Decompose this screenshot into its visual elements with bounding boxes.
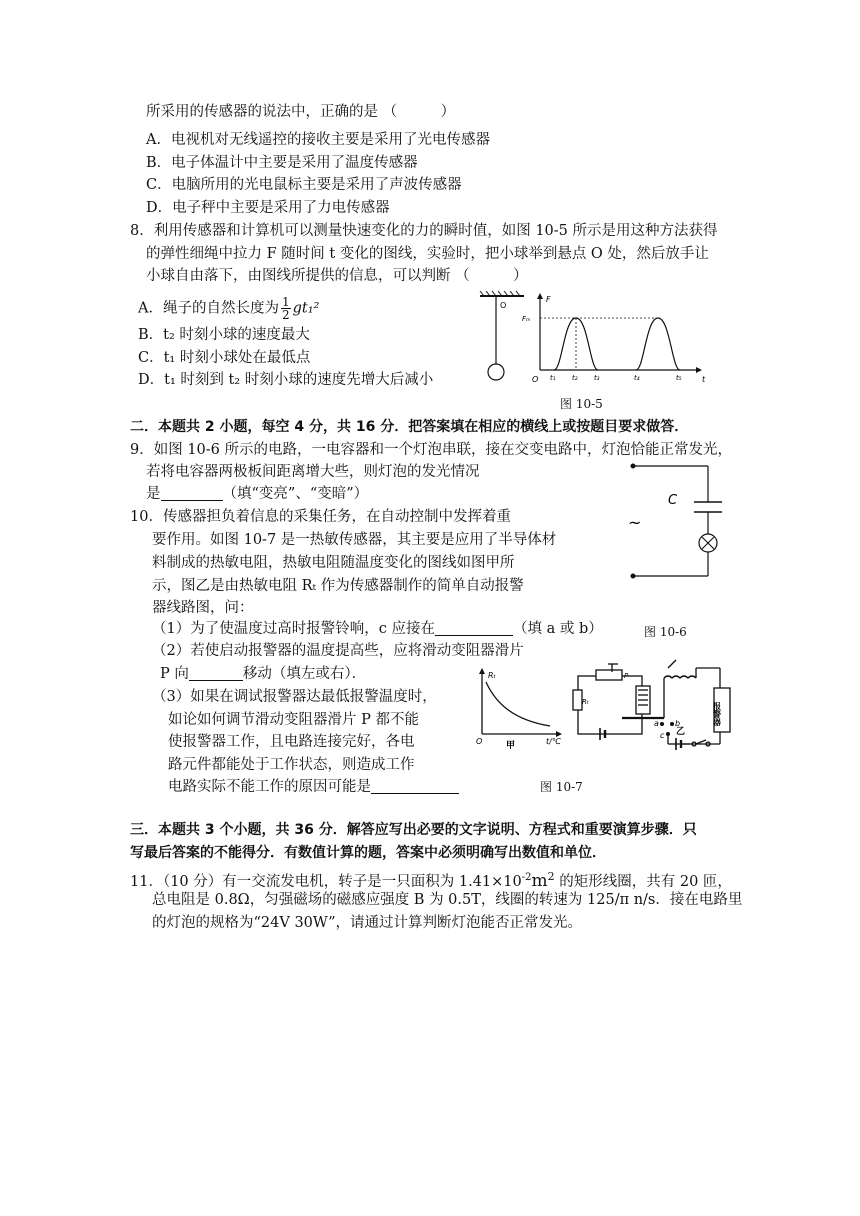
figure-10-5 [478,290,708,390]
q11-unit-exponent: 2 [547,870,555,883]
graph-label-jia: 甲 [506,741,516,751]
section-2-heading: 二．本题共 2 小题，每空 4 分，共 16 分．把答案填在相应的横线上或按题目要求做答． [130,419,689,435]
q10-sub3-line1: （3）如果在调试报警器达最低报警温度时， [152,689,437,705]
thermistor-label: Rₜ [582,698,589,706]
fraction [281,296,291,321]
fraction-denominator: 2 [281,308,290,322]
q7-option-a: A．电视机对无线遥控的接收主要是采用了光电传感器 [146,132,490,148]
figure-10-7-caption: 图 10-7 [540,780,583,794]
q11-line1 [130,867,732,892]
ac-source-symbol: ~ [628,513,642,532]
figure-10-7-circuit [572,658,744,754]
fm-label: Fₘ [522,315,531,323]
tick-t5: t₅ [676,374,682,382]
resistance-curve [486,682,550,726]
alarm-label: 报警器 [712,702,722,726]
pivot-label: O [500,301,507,310]
pulse-2 [636,318,680,370]
fraction-numerator: 1 [281,295,290,309]
q10-line4: 示，图乙是由热敏电阻 Rₜ 作为传感器制作的简单自动报警 [152,578,524,594]
q7-stem-tail: 所采用的传感器的说法中，正确的是 （ ） [146,104,456,120]
q8-option-a-text: A．绳子的自然长度为 [138,300,279,317]
ball [488,364,504,380]
q11-line1-suffix: 的矩形线圈，共有 20 匝， [554,873,732,890]
q10-sub3-line3: 使报警器工作，且电路连接完好，各电 [168,734,415,750]
q10-sub2-line2 [160,664,366,684]
tick-t2: t₂ [572,374,578,382]
q10-sub3-line5-text: 电路实际不能工作的原因可能是 [168,779,371,795]
section-3-heading-line1: 三．本题共 3 个小题，共 36 分．解答应写出必要的文字说明、方程式和重要演算步骤．只 [130,822,697,838]
q9-line1: 9．如图 10-6 所示的电路，一电容器和一个灯泡串联，接在交变电路中，灯泡恰能正常发光， [130,442,733,458]
q11-line1-prefix: 11．（10 分）有一交流发电机，转子是一只面积为 1.41×10 [130,873,522,890]
capacitor-label: C [668,493,678,508]
circuit-label-yi: 乙 [676,727,686,737]
tick-t1: t₁ [550,374,556,382]
q10-sub1-suffix: （填 a 或 b） [512,621,603,637]
tick-t4: t₄ [634,374,640,382]
contact-b: b [675,719,681,728]
y-axis-label: F [546,295,551,304]
q8-option-d: D．t₁ 时刻到 t₂ 时刻小球的速度先增大后减小 [138,372,434,388]
q11-line2: 总电阻是 0.8Ω，匀强磁场的磁感应强度 B 为 0.5T，线圈的转速为 125/π n/s．接在电路里 [152,892,743,908]
q11-exponent: -2 [521,872,532,883]
contact-a: a [654,719,659,728]
q10-line3: 料制成的热敏电阻，热敏电阻随温度变化的图线如图甲所 [152,555,515,571]
q11-line3: 的灯泡的规格为“24V 30W”，请通过计算判断灯泡能否正常发光。 [152,915,582,931]
answer-blank [189,666,243,681]
q10-sub1-prefix: （1）为了使温度过高时报警铃响，c 应接在 [152,621,435,637]
origin-label: O [532,375,539,384]
rheostat [596,670,622,680]
q8-option-a-formula: gt₁² [292,300,320,317]
graph-y-label: Rₜ [488,671,496,680]
q10-sub2-suffix: 移动（填左或右）． [242,666,367,682]
figure-10-7-graph [462,668,572,751]
q9-line3 [146,484,368,504]
graph-origin: O [476,737,483,746]
answer-blank [161,486,223,501]
q10-sub3-line4: 路元件都能处于工作状态，则造成工作 [168,757,415,773]
q10-sub2-line1: （2）若使启动报警器的温度提高些，应将滑动变阻器滑片 [152,643,524,659]
thermistor [573,690,582,710]
q8-option-c: C．t₁ 时刻小球处在最低点 [138,350,311,366]
q8-option-b: B．t₂ 时刻小球的速度最大 [138,327,310,343]
q11-unit: m [531,870,548,891]
q10-sub2-prefix: P 向 [160,666,189,682]
q10-line1: 10．传感器担负着信息的采集任务，在自动控制中发挥着重 [130,509,511,525]
contact-c: c [660,731,665,740]
q10-line2: 要作用。如图 10-7 是一热敏传感器，其主要是应用了半导体材 [152,532,557,548]
figure-10-6 [628,460,728,590]
q8-line2: 的弹性细绳中拉力 F 随时间 t 变化的图线，实验时，把小球举到悬点 O 处，然后放手让 [146,246,709,262]
q10-line5: 器线路图，问： [152,600,254,616]
q7-option-b: B．电子体温计中主要是采用了温度传感器 [146,155,418,171]
q10-sub3-line2: 如论如何调节滑动变阻器滑片 P 都不能 [168,712,419,728]
x-axis-label: t [702,375,706,384]
figure-10-6-caption: 图 10-6 [644,625,687,639]
slider-label: P [624,672,629,680]
q9-line3-prefix: 是 [146,486,161,502]
q8-line1: 8．利用传感器和计算机可以测量快速变化的力的瞬时值，如图 10-5 所示是用这种方法获得 [130,223,718,239]
q7-option-c: C．电脑所用的光电鼠标主要是采用了声波传感器 [146,177,462,193]
graph-x-label: t/℃ [546,737,561,746]
tick-t3: t₃ [594,374,600,382]
figure-10-5-caption: 图 10-5 [560,397,603,411]
answer-blank [371,779,459,794]
q10-sub1 [152,619,603,639]
answer-blank [435,621,513,636]
section-3-heading-line2: 写最后答案的不能得分．有数值计算的题，答案中必须明确写出数值和单位． [130,845,606,861]
q7-option-d: D．电子秤中主要是采用了力电传感器 [146,200,390,216]
q9-line3-suffix: （填“变亮”、“变暗”） [222,486,369,502]
q10-sub3-line5 [168,777,459,797]
q9-line2: 若将电容器两极板间距离增大些，则灯泡的发光情况 [146,464,480,480]
q8-line3: 小球自由落下，由图线所提供的信息，可以判断 （ ） [146,268,528,284]
q8-option-a [138,296,319,321]
